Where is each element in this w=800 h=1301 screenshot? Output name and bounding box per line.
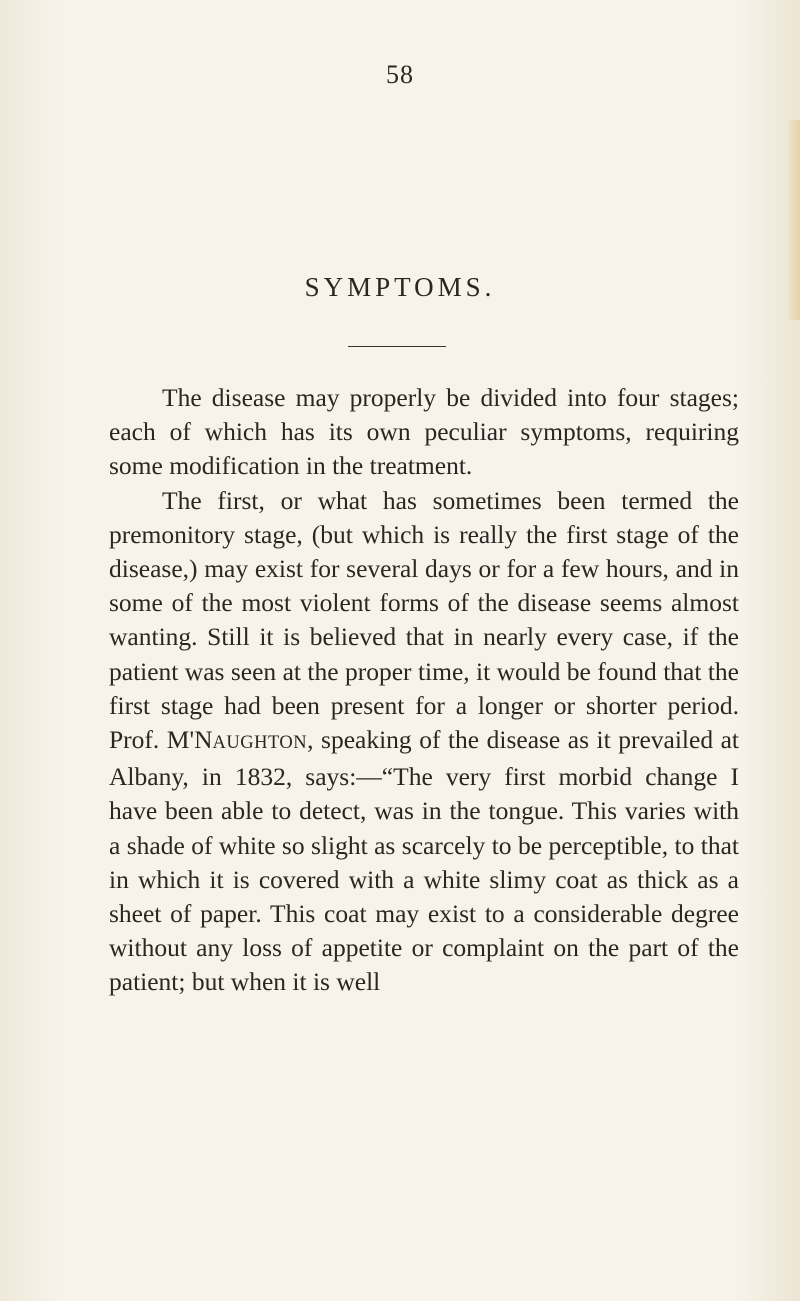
heading-rule — [348, 346, 446, 347]
body-text — [109, 381, 739, 1000]
paragraph-2 — [109, 484, 739, 1000]
author-name-smallcaps: AUGHTON — [212, 733, 308, 754]
section-heading: SYMPTOMS. — [304, 272, 496, 302]
paragraph-2-text-start: The first, or what has sometimes been termed the premonitory stage, (but which is really the first stage of the disease,) may exist for several days or for a few hours, and in some of the most violent forms of the disease seems almost wanting. Still it is believed that in nearly every case, if the patient was seen at the proper time, it would be found that the first stage had been present for a longer or shorter period. Prof. M'N — [109, 485, 739, 755]
paragraph-2-text-end: , speaking of the disease as it prevailed at Albany, in 1832, says:—“The very first morbid change I have been able to detect, was in the tongue. This varies with a shade of white so slight as scarcely to be perceptible, to that in which it is covered with a white slimy coat as thick as a sheet of paper. This coat may exist to a considerable degree without any loss of appetite or complaint on the part of the patient; but when it is well — [109, 725, 739, 997]
page-number: 58 — [386, 60, 414, 89]
paragraph-1: The disease may properly be divided into four stages; each of which has its own peculiar symptoms, requiring some modification in the treatment. — [109, 383, 739, 481]
